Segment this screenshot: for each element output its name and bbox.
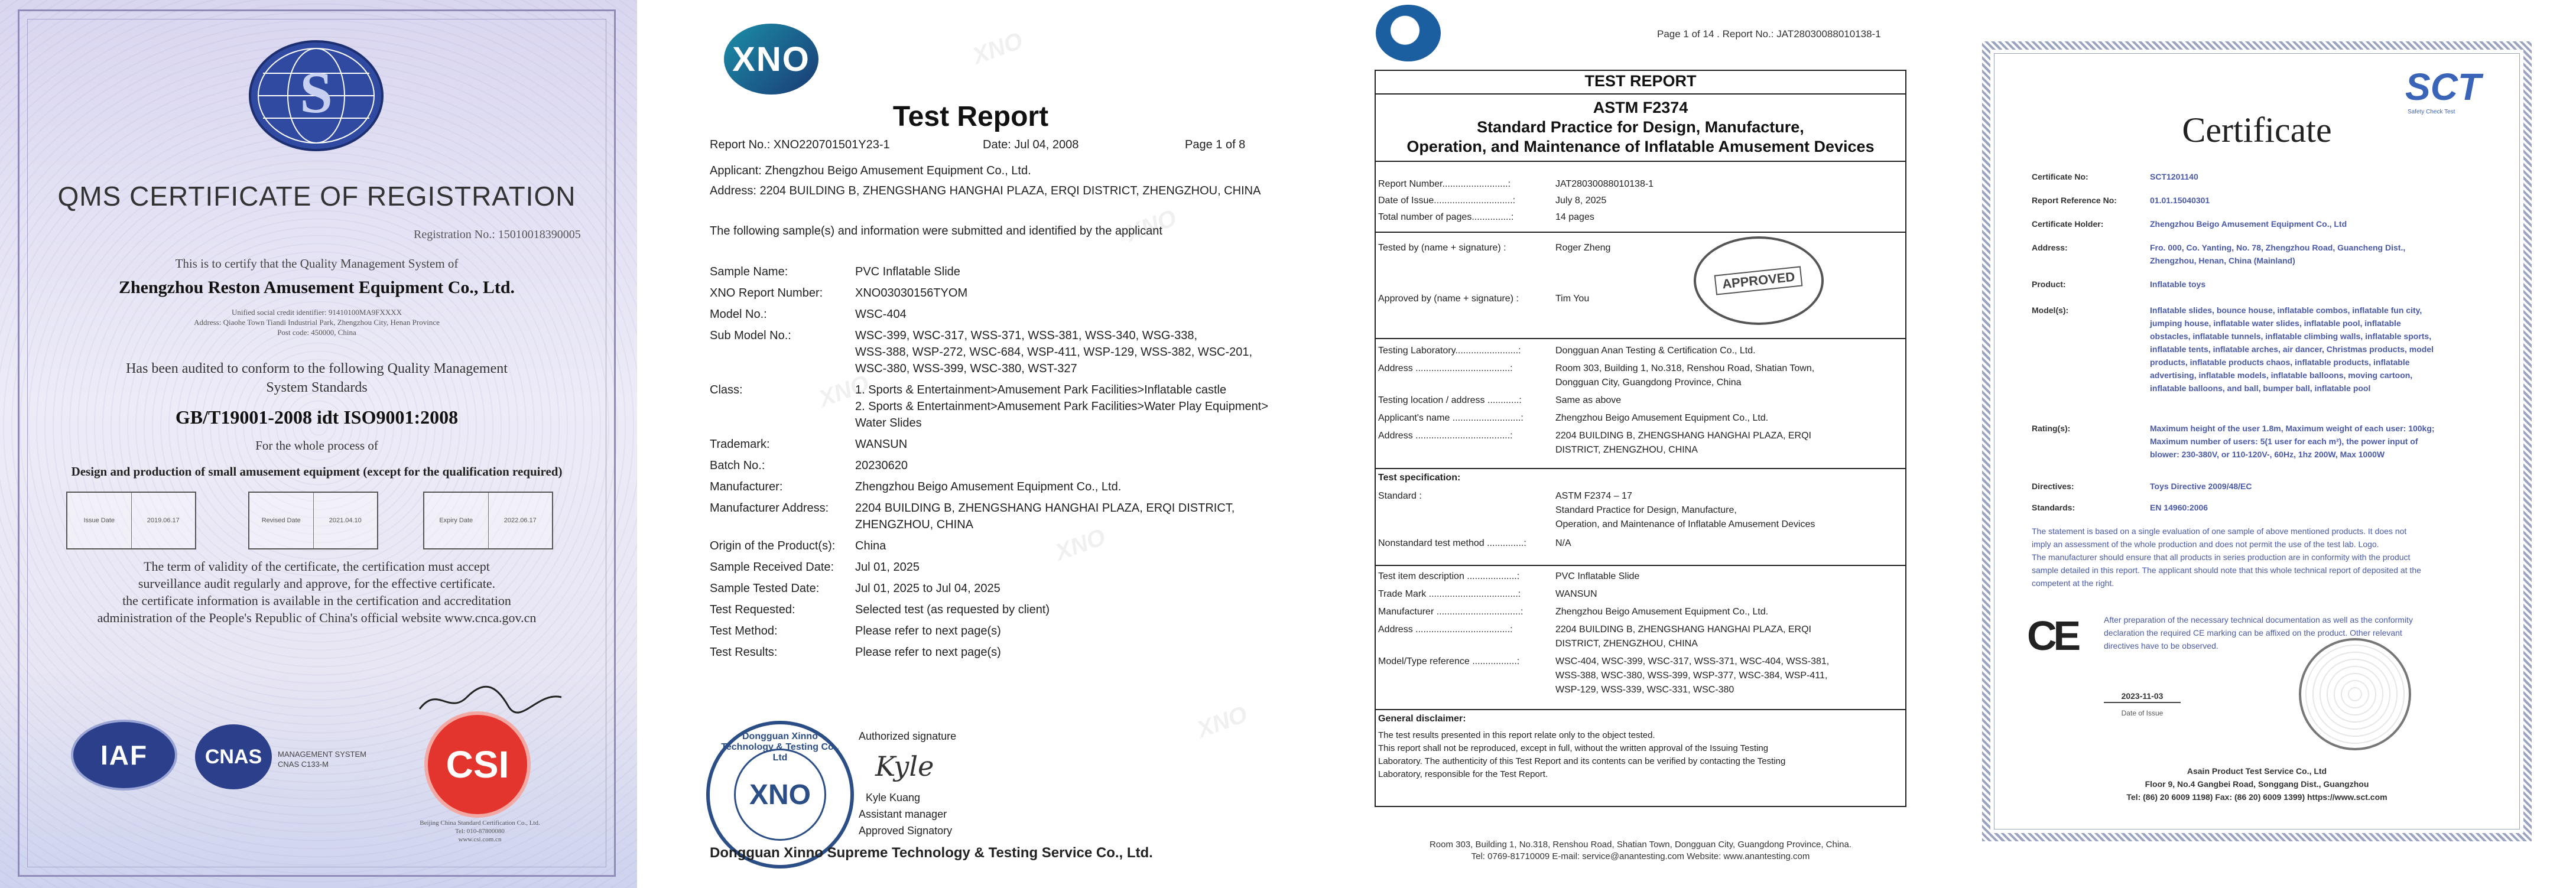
company-name: Zhengzhou Reston Amusement Equipment Co., Ltd. — [118, 278, 515, 297]
registration-number: Registration No.: 15010018390005 — [414, 228, 581, 241]
info-row — [710, 479, 1289, 495]
row-value — [2150, 422, 2504, 461]
row-value — [2150, 241, 2504, 267]
row-key: Test Requested: — [710, 603, 795, 616]
cnas-text — [278, 749, 366, 769]
row-value — [1555, 655, 1903, 697]
value-line: Inflatable toys — [2150, 279, 2206, 289]
value-line: 2204 BUILDING B, ZHENGSHANG HANGHAI PLAZA, ERQI — [1555, 431, 1811, 441]
divider — [1375, 565, 1906, 566]
row-value — [855, 382, 1289, 431]
info-row — [710, 327, 1289, 377]
disclaimer-line: The test results presented in this report relate only to the object tested. — [1378, 730, 1655, 740]
info-row — [1378, 344, 1903, 358]
divider — [1375, 93, 1906, 95]
globe-logo-icon — [245, 37, 387, 155]
row-value — [1555, 362, 1903, 390]
row-value — [1555, 623, 1903, 651]
qms-certificate — [0, 0, 637, 888]
row-key: Report Number.........................: — [1378, 179, 1511, 189]
row-key: Origin of the Product(s): — [710, 539, 836, 552]
general-title: General disclaimer: — [1378, 714, 1466, 724]
lab-logo-icon — [1376, 5, 1441, 61]
page-header: Page 1 of 14 . Report No.: JAT28030088010138-1 — [1657, 28, 1881, 40]
row-key: Sample Name: — [710, 265, 788, 278]
row-key: Class: — [710, 383, 743, 396]
value-line: WSC-399, WSC-317, WSS-371, WSS-381, WSS-340, WSG-338, — [855, 329, 1198, 342]
row-value — [855, 436, 1289, 453]
value-line: Same as above — [1555, 395, 1622, 405]
box-value: 2022.06.17 — [503, 517, 537, 524]
info-row — [710, 580, 1289, 597]
text-line: imply an assessment of the whole production and does not permit the use of the test lab. Logo. — [2032, 539, 2379, 549]
approved-stamp — [1694, 236, 1824, 325]
value-line: JAT28030088010138-1 — [1555, 179, 1654, 189]
assessment-line: Has been audited to conform to the following Quality Management — [126, 361, 508, 376]
row-value — [855, 479, 1289, 495]
row-value — [2150, 480, 2504, 493]
row-value — [1555, 344, 1903, 358]
value-line: Zhengzhou, Henan, China (Mainland) — [2150, 256, 2295, 265]
info-row — [710, 436, 1289, 453]
validity-line: The term of validity of the certificate, the certification must accept — [144, 559, 490, 574]
disclaimer-line: Laboratory. The authenticity of this Test Report and its contents can be verified by contacting the Testing — [1378, 756, 1786, 766]
approved-signatory: Approved Signatory — [859, 825, 953, 837]
row-value — [1555, 411, 1903, 425]
spec-title: Test specification: — [1378, 473, 1461, 483]
text-line: competent at the right. — [2032, 578, 2114, 588]
row-value: Tim You — [1555, 294, 1590, 304]
info-row — [1378, 605, 1903, 619]
row-value — [855, 306, 1289, 323]
value-line: July 8, 2025 — [1555, 196, 1607, 206]
info-row — [710, 644, 1289, 661]
value-line: 2204 BUILDING B, ZHENGSHANG HANGHAI PLAZA, ERQI — [1555, 624, 1811, 635]
row-value — [855, 500, 1289, 533]
box-label: Expiry Date — [424, 493, 489, 548]
row-key: Manufacturer: — [710, 480, 783, 493]
info-row — [1378, 194, 1903, 208]
rating-row — [2032, 422, 2504, 461]
signer-name: Kyle Kuang — [866, 792, 921, 804]
row-value — [1555, 489, 1903, 532]
cnas-line: MANAGEMENT SYSTEM — [278, 750, 367, 759]
row-key: Nonstandard test method ..............: — [1378, 538, 1526, 548]
value-line: Please refer to next page(s) — [855, 646, 1001, 659]
value-line: SCT1201140 — [2150, 172, 2198, 181]
seal-icon — [2299, 638, 2411, 750]
row-key: Approved by (name + signature) : — [1378, 294, 1519, 304]
lab-footer — [1375, 839, 1906, 863]
astm-test-report — [1333, 0, 1927, 888]
value-line: Fro. 000, Co. Yanting, No. 78, Zhengzhou Road, Guancheng Dist., — [2150, 243, 2406, 252]
info-row — [710, 382, 1289, 431]
sct-logo-subtitle: Safety Check Test — [2408, 109, 2455, 115]
value-line: Zhengzhou Beigo Amusement Equipment Co., Ltd. — [1555, 607, 1769, 617]
row-value — [1555, 429, 1903, 457]
row-value — [1555, 210, 1903, 225]
scope-text: Design and production of small amusement equipment (except for the qualification required) — [71, 464, 563, 479]
row-value — [2150, 194, 2504, 207]
value-line: China — [855, 539, 886, 552]
footer-line: www.csi.com.cn — [458, 836, 502, 843]
row-value — [855, 264, 1289, 280]
info-row — [710, 623, 1289, 639]
footer-line: Tel: 0769-81710009 E-mail: service@anantesting.com Website: www.anantesting.com — [1471, 851, 1810, 861]
divider — [1375, 709, 1906, 710]
row-key: XNO Report Number: — [710, 287, 823, 300]
certificate-title: QMS CERTIFICATE OF REGISTRATION — [57, 181, 576, 212]
info-row — [1378, 393, 1903, 408]
approved-by-row — [1378, 292, 1903, 306]
box-label: Revised Date — [249, 493, 314, 548]
heading-line: Standard Practice for Design, Manufacture, — [1477, 118, 1804, 136]
info-row — [1378, 411, 1903, 425]
watermark: XNO — [1193, 701, 1251, 743]
divider — [1375, 232, 1906, 233]
value-line: WANSUN — [1555, 589, 1597, 599]
row-value — [1555, 177, 1903, 191]
text-line: After preparation of the necessary technical documentation as well as the conformity — [2104, 615, 2413, 624]
csi-logo: CSI — [424, 711, 531, 818]
value-line: Room 303, Building 1, No.318, Renshou Road, Shatian Town, — [1555, 363, 1815, 373]
row-value — [855, 538, 1289, 554]
row-value — [1555, 393, 1903, 408]
box-value: 2019.06.17 — [147, 517, 180, 524]
row-key: Address: — [2032, 243, 2068, 252]
address-line: Unified social credit identifier: 91410100MA9FXXXX — [231, 308, 402, 317]
row-key: Address ....................................: — [1378, 624, 1513, 635]
value-line: PVC Inflatable Slide — [1555, 571, 1640, 581]
row-key: Model(s): — [2032, 305, 2069, 315]
authorized-signature-label: Authorized signature — [859, 730, 957, 742]
info-row — [1378, 623, 1903, 651]
row-value — [2150, 278, 2504, 291]
info-row — [2032, 278, 2504, 291]
row-key: Manufacturer Address: — [710, 502, 829, 515]
row-key: Certificate Holder: — [2032, 219, 2104, 229]
report-number: Report No.: XNO220701501Y23-1 — [710, 138, 890, 151]
info-row — [710, 285, 1289, 301]
value-line: Zhengzhou Beigo Amusement Equipment Co., Ltd — [2150, 219, 2347, 229]
general-disclaimer — [1378, 729, 1898, 781]
text-line: inflatable tents, inflatable arches, air dancer, Christmas products, model — [2150, 344, 2434, 354]
info-row — [2032, 241, 2504, 267]
value-line: XNO03030156TYOM — [855, 287, 968, 300]
issuer-footer — [1982, 765, 2532, 804]
text-line: Asain Product Test Service Co., Ltd — [2187, 766, 2327, 776]
row-key: Product: — [2032, 279, 2066, 289]
signer-title: Assistant manager — [859, 808, 947, 820]
text-line: jumping house, inflatable water slides, inflatable pool, inflatable — [2150, 318, 2401, 328]
watermark: XNO — [969, 27, 1026, 70]
value-line: 2204 BUILDING B, ZHENGSHANG HANGHAI PLAZA, ERQI DISTRICT, — [855, 502, 1235, 515]
divider — [1375, 161, 1906, 162]
watermark: XNO — [815, 370, 873, 412]
validity-line: the certificate information is available in the certification and accreditation — [122, 593, 511, 608]
row-value — [2150, 304, 2504, 395]
row-key: Trademark: — [710, 438, 770, 451]
certify-text: This is to certify that the Quality Management System of — [175, 256, 459, 271]
row-key: Applicant's name ..........................: — [1378, 413, 1523, 423]
row-key: Total number of pages...............: — [1378, 212, 1514, 222]
address-line: Address: Qiaohe Town Tiandi Industrial Park, Zhengzhou City, Henan Province — [194, 318, 440, 327]
info-row — [1378, 177, 1903, 191]
row-key: Test item description ...................: — [1378, 571, 1520, 581]
applicant-line: Applicant: Zhengzhou Beigo Amusement Equipment Co., Ltd. — [710, 164, 1031, 177]
text-line: directives have to be observed. — [2104, 641, 2218, 650]
info-row — [1378, 489, 1903, 532]
watermark: XNO — [1051, 523, 1109, 566]
value-line: WSC-380, WSS-399, WSC-380, WST-327 — [855, 362, 1077, 375]
row-key: Testing location / address ............: — [1378, 395, 1522, 405]
ce-text — [2104, 613, 2506, 652]
row-key: Date of Issue..............................: — [1378, 196, 1516, 206]
box-label: Issue Date — [67, 493, 132, 548]
value-line: 1. Sports & Entertainment>Amusement Park Facilities>Inflatable castle — [855, 383, 1227, 396]
info-row — [710, 457, 1289, 474]
value-line: Standard Practice for Design, Manufacture, — [1555, 505, 1737, 515]
row-value — [1555, 587, 1903, 601]
value-line: Operation, and Maintenance of Inflatable Amusement Devices — [1555, 519, 1815, 529]
value-line: Jul 01, 2025 — [855, 561, 920, 574]
info-row — [1378, 587, 1903, 601]
row-key: Model No.: — [710, 308, 767, 321]
testing-company: Dongguan Xinno Supreme Technology & Testing Service Co., Ltd. — [710, 845, 1153, 861]
test-report-document — [641, 0, 1300, 888]
text-line: advertising, inflatable models, inflatable balloons, moving cartoon, — [2150, 370, 2413, 380]
row-key: Directives: — [2032, 482, 2074, 491]
row-value — [855, 623, 1289, 639]
value-line: Dongguan City, Guangdong Province, China — [1555, 378, 1742, 388]
text-line: blower: 230-380V, or 110-120V-, 60Hz, 1hz 200W, Max 1000W — [2150, 450, 2385, 459]
validity-text — [18, 558, 616, 626]
standard-heading — [1375, 98, 1906, 157]
row-key: Model/Type reference .................: — [1378, 656, 1520, 666]
row-key: Address ....................................: — [1378, 363, 1513, 373]
row-key: Rating(s): — [2032, 424, 2071, 433]
text-line: Floor 9, No.4 Gangbei Road, Songgang Dist., Guangzhou — [2145, 779, 2369, 789]
row-value — [2150, 170, 2504, 183]
info-row — [1378, 536, 1903, 551]
row-value: Roger Zheng — [1555, 243, 1611, 253]
info-row — [710, 538, 1289, 554]
row-key: Sample Received Date: — [710, 561, 834, 574]
info-row — [1378, 362, 1903, 390]
value-line: WSS-388, WSP-272, WSC-684, WSP-411, WSP-129, WSS-382, WSC-201, — [855, 346, 1253, 359]
text-line: The manufacturer should ensure that all products in series production are in conformity with the product — [2032, 552, 2411, 562]
box-value: 2021.04.10 — [329, 517, 362, 524]
row-key: Test Method: — [710, 624, 778, 637]
intro-line: The following sample(s) and information were submitted and identified by the applicant — [710, 225, 1162, 238]
certificate-title: Certificate — [2182, 110, 2332, 149]
issue-date-box — [66, 492, 196, 549]
address-line: Post code: 450000, China — [277, 328, 356, 337]
value-line: N/A — [1555, 538, 1571, 548]
sct-logo: SCT — [2405, 66, 2481, 108]
xno-logo: XNO — [724, 24, 818, 95]
report-title: Test Report — [892, 101, 1049, 132]
row-value — [855, 559, 1289, 575]
info-row — [1378, 429, 1903, 457]
text-line: Inflatable slides, bounce house, inflatable combos, inflatable fun city, — [2150, 305, 2422, 315]
expiry-date-box — [423, 492, 553, 549]
row-value — [2150, 501, 2504, 514]
info-row — [2032, 217, 2504, 230]
row-key: Test Results: — [710, 646, 778, 659]
statement-text — [2032, 525, 2504, 590]
info-row — [2032, 480, 2504, 493]
divider — [1375, 468, 1906, 469]
info-row — [2032, 170, 2504, 183]
value-line: Dongguan Anan Testing & Certification Co., Ltd. — [1555, 346, 1756, 356]
process-text: For the whole process of — [255, 438, 378, 453]
info-row — [1378, 655, 1903, 697]
row-value — [855, 327, 1289, 377]
value-line: WSC-404, WSC-399, WSC-317, WSS-371, WSC-404, WSS-381, — [1555, 656, 1830, 666]
row-value — [855, 285, 1289, 301]
row-value — [1555, 194, 1903, 208]
row-key: Standard : — [1378, 491, 1422, 501]
row-value — [1555, 605, 1903, 619]
info-row — [2032, 501, 2504, 514]
text-line: Maximum number of users: 5(1 user for each m²), the power input of — [2150, 437, 2418, 446]
value-line: EN 14960:2006 — [2150, 503, 2208, 512]
row-value — [855, 580, 1289, 597]
text-line: inflatable balloons, and ball, bumper ball, inflatable pool — [2150, 383, 2371, 393]
value-line: Zhengzhou Beigo Amusement Equipment Co., Ltd. — [1555, 413, 1769, 423]
assessment-line: System Standards — [266, 380, 368, 395]
text-line: sample detailed in this report. The applicant should note that this whole technical report of deposited at the — [2032, 565, 2421, 575]
info-row — [1378, 570, 1903, 584]
value-line: 01.01.15040301 — [2150, 196, 2210, 205]
value-line: 2. Sports & Entertainment>Amusement Park Facilities>Water Play Equipment> — [855, 400, 1269, 413]
row-value — [1555, 570, 1903, 584]
disclaimer-line: This report shall not be reproduced, except in full, without the written approval of the Issuing Testing — [1378, 743, 1769, 753]
disclaimer-line: Laboratory, responsible for the Test Report. — [1378, 769, 1548, 779]
value-line: Jul 01, 2025 to Jul 04, 2025 — [855, 582, 1000, 595]
text-line: The statement is based on a single evaluation of one sample of above mentioned products. It does not — [2032, 526, 2407, 536]
row-key: Report Reference No: — [2032, 196, 2117, 205]
value-line: WSC-404 — [855, 308, 907, 321]
text-line: products, inflatable products chaos, inflatable products, inflatable — [2150, 357, 2410, 367]
row-value — [855, 457, 1289, 474]
heading-line: Operation, and Maintenance of Inflatable Amusement Devices — [1406, 138, 1875, 155]
value-line: Zhengzhou Beigo Amusement Equipment Co., Ltd. — [855, 480, 1122, 493]
ce-mark: CE — [2027, 613, 2078, 659]
value-line: Water Slides — [855, 417, 922, 430]
row-value — [1555, 536, 1903, 551]
row-key: Testing Laboratory........................: — [1378, 346, 1521, 356]
iaf-logo: IAF — [71, 720, 177, 791]
info-row — [710, 559, 1289, 575]
sct-certificate — [1944, 0, 2576, 888]
row-key: Address ....................................: — [1378, 431, 1513, 441]
revised-date-box — [248, 492, 378, 549]
cnas-line: CNAS C133-M — [278, 760, 329, 769]
model-row — [2032, 304, 2504, 395]
page-number: Page 1 of 8 — [1185, 138, 1246, 151]
address-block — [18, 307, 616, 337]
validity-line: administration of the People's Republic of China's official website www.cnca.gov.cn — [97, 610, 537, 625]
value-line: 20230620 — [855, 459, 908, 472]
row-key: Tested by (name + signature) : — [1378, 243, 1506, 253]
divider — [1375, 338, 1906, 339]
row-key: Manufacturer ................................: — [1378, 607, 1523, 617]
watermark: XNO — [1122, 204, 1180, 247]
info-row — [2032, 194, 2504, 207]
value-line: WSP-129, WSS-339, WSC-331, WSC-380 — [1555, 685, 1734, 695]
signature: Kyle — [875, 750, 934, 782]
stamp-text: APPROVED — [1714, 266, 1803, 295]
row-key: Sub Model No.: — [710, 329, 791, 342]
issuer-footer — [385, 819, 574, 844]
row-key: Standards: — [2032, 503, 2075, 512]
cnas-logo: CNAS — [195, 724, 272, 789]
address-line: Address: 2204 BUILDING B, ZHENGSHANG HANGHAI PLAZA, ERQI DISTRICT, ZHENGZHOU, CHINA — [710, 184, 1261, 197]
svg-text:S: S — [300, 60, 333, 125]
row-key: Batch No.: — [710, 459, 765, 472]
validity-line: surveillance audit regularly and approve, for the effective certificate. — [138, 576, 496, 591]
text-line: Maximum height of the user 1.8m, Maximum weight of each user: 100kg; — [2150, 424, 2435, 433]
info-row — [710, 264, 1289, 280]
heading-line: ASTM F2374 — [1593, 99, 1688, 116]
value-line: WANSUN — [855, 438, 908, 451]
info-row — [1378, 210, 1903, 225]
seal-center-text: XNO — [734, 749, 826, 841]
info-row — [710, 500, 1289, 533]
seal-ring-text: Dongguan Xinno Technology & Testing Co., Ltd — [721, 731, 839, 763]
value-line: Please refer to next page(s) — [855, 624, 1001, 637]
text-line: obstacles, inflatable tunnels, inflatable climbing walls, inflatable sports, — [2150, 331, 2432, 341]
issue-date: 2023-11-03 — [2104, 691, 2181, 703]
row-key: Trade Mark ..................................: — [1378, 589, 1521, 599]
text-line: Tel: (86) 20 6009 1198) Fax: (86 20) 6009 1399) https://www.sct.com — [2126, 792, 2387, 802]
row-value — [855, 601, 1289, 618]
value-line: Selected test (as requested by client) — [855, 603, 1050, 616]
value-line: PVC Inflatable Slide — [855, 265, 960, 278]
report-heading: TEST REPORT — [1584, 72, 1697, 90]
assessment-text — [18, 359, 616, 397]
text-line: declaration the required CE marking can be affixed on the product. Other relevant — [2104, 628, 2402, 637]
report-date: Date: Jul 04, 2008 — [983, 138, 1079, 151]
issue-date-label: Date of Issue — [2121, 709, 2164, 717]
footer-line: Beijing China Standard Certification Co., Ltd. — [420, 819, 540, 827]
value-line: ZHENGZHOU, CHINA — [855, 518, 973, 531]
tested-by-row — [1378, 241, 1903, 255]
value-line: Toys Directive 2009/48/EC — [2150, 482, 2252, 491]
value-line: 14 pages — [1555, 212, 1594, 222]
value-line: WSS-388, WSC-380, WSS-399, WSP-377, WSC-384, WSP-411, — [1555, 671, 1828, 681]
row-key: Sample Tested Date: — [710, 582, 820, 595]
standard-name: GB/T19001-2008 idt ISO9001:2008 — [175, 406, 459, 428]
row-value — [855, 644, 1289, 661]
value-line: DISTRICT, ZHENGZHOU, CHINA — [1555, 445, 1698, 455]
value-line: DISTRICT, ZHENGZHOU, CHINA — [1555, 639, 1698, 649]
info-row — [710, 601, 1289, 618]
info-row — [710, 306, 1289, 323]
footer-line: Tel: 010-87800080 — [455, 828, 505, 835]
row-key: Certificate No: — [2032, 172, 2088, 181]
value-line: ASTM F2374 – 17 — [1555, 491, 1632, 501]
row-value — [2150, 217, 2504, 230]
footer-line: Room 303, Building 1, No.318, Renshou Road, Shatian Town, Dongguan City, Guangdong Province, China. — [1429, 840, 1852, 850]
